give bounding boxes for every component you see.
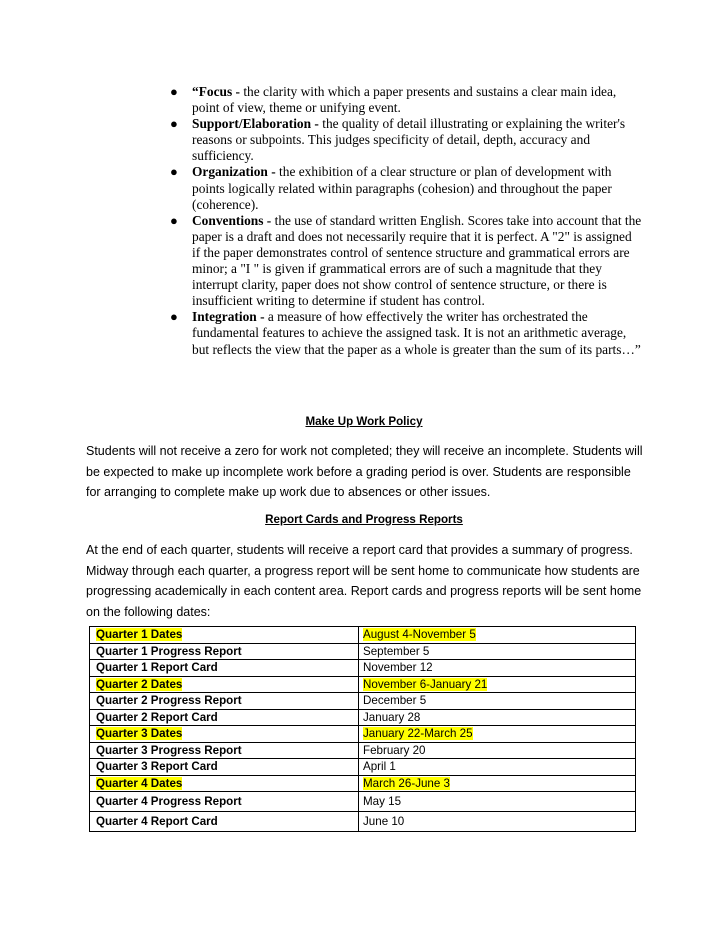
row-label: Quarter 1 Progress Report [90, 643, 359, 660]
row-label: Quarter 4 Progress Report [90, 792, 359, 812]
table-row [90, 643, 636, 660]
rubric-term: Support/Elaboration - [192, 116, 319, 132]
rubric-item [166, 213, 642, 310]
row-value: September 5 [359, 643, 636, 660]
bullet-icon: ● [170, 116, 178, 132]
bullet-icon: ● [170, 84, 178, 99]
row-value: May 15 [359, 792, 636, 812]
rubric-desc: the exhibition of a clear structure or plan of development with points logically related within paragraphs (cohesion) and throughout the paper (coherence). [192, 164, 612, 212]
row-value: November 6-January 21 [359, 676, 636, 693]
row-value: January 22-March 25 [359, 726, 636, 743]
row-label: Quarter 3 Dates [90, 726, 359, 743]
table-row [90, 759, 636, 776]
table-row [90, 812, 636, 832]
table-row [90, 792, 636, 812]
row-label: Quarter 2 Report Card [90, 709, 359, 726]
row-label: Quarter 3 Progress Report [90, 742, 359, 759]
table-row [90, 726, 636, 743]
rubric-desc: a measure of how effectively the writer has orchestrated the fundamental features to achieve the assigned task. It is not an arithmetic average, but reflects the view that the paper as a whole is greater than the sum of its parts…” [192, 309, 641, 357]
table-row [90, 627, 636, 644]
rubric-item [166, 84, 642, 116]
rubric-term: “Focus - [192, 84, 240, 99]
bullet-icon: ● [170, 164, 178, 180]
row-value: March 26-June 3 [359, 775, 636, 792]
row-label: Quarter 4 Dates [90, 775, 359, 792]
table-row [90, 709, 636, 726]
report-dates-table [89, 626, 636, 832]
row-label: Quarter 1 Report Card [90, 660, 359, 677]
table-row [90, 742, 636, 759]
row-value: April 1 [359, 759, 636, 776]
row-value: January 28 [359, 709, 636, 726]
rubric-desc: the use of standard written English. Scores take into account that the paper is a draft and does not necessarily require that it is perfect. A "2" is assigned if the paper demonstrates control of sentence structure and grammatical errors are minor; a "I " is given if grammatical errors are of such a magnitude that they interrupt clarity, paper does not show control of sentence structure, or there is insufficient writing to determine if student has control. [192, 212, 642, 309]
row-value: August 4-November 5 [359, 627, 636, 644]
row-label: Quarter 3 Report Card [90, 759, 359, 776]
reports-heading: Report Cards and Progress Reports [265, 513, 463, 526]
reports-paragraph: At the end of each quarter, students will receive a report card that provides a summary of progress. Midway through each quarter, a progress report will be sent home to communicate how students are progressing academically in each content area. Report cards and progress reports will be sent home on the following dates: [86, 543, 642, 619]
bullet-icon: ● [170, 212, 178, 228]
table-row [90, 693, 636, 710]
row-value: December 5 [359, 693, 636, 710]
row-label: Quarter 1 Dates [90, 627, 359, 644]
rubric-term: Conventions - [192, 212, 272, 228]
rubric-term: Integration - [192, 309, 265, 325]
row-value: February 20 [359, 742, 636, 759]
rubric-item [166, 116, 642, 164]
rubric-item [166, 309, 642, 357]
table-row [90, 775, 636, 792]
table-row [90, 660, 636, 677]
row-value: June 10 [359, 812, 636, 832]
makeup-heading: Make Up Work Policy [305, 415, 423, 428]
row-label: Quarter 2 Dates [90, 676, 359, 693]
rubric-desc: the clarity with which a paper presents and sustains a clear main idea, point of view, theme or unifying event. [192, 84, 617, 116]
rubric-term: Organization - [192, 164, 276, 180]
row-label: Quarter 4 Report Card [90, 812, 359, 832]
row-value: November 12 [359, 660, 636, 677]
makeup-paragraph: Students will not receive a zero for work not completed; they will receive an incomplete. Students will be expected to make up incomplete work before a grading period is over. Students are responsible for arranging to complete make up work due to absences or other issues. [86, 444, 643, 499]
rubric-desc: the quality of detail illustrating or explaining the writer's reasons or subpoints. This judges specificity of detail, depth, accuracy and sufficiency. [192, 116, 626, 164]
rubric-list [166, 84, 642, 358]
table-row [90, 676, 636, 693]
bullet-icon: ● [170, 309, 178, 325]
rubric-item [166, 164, 642, 212]
row-label: Quarter 2 Progress Report [90, 693, 359, 710]
